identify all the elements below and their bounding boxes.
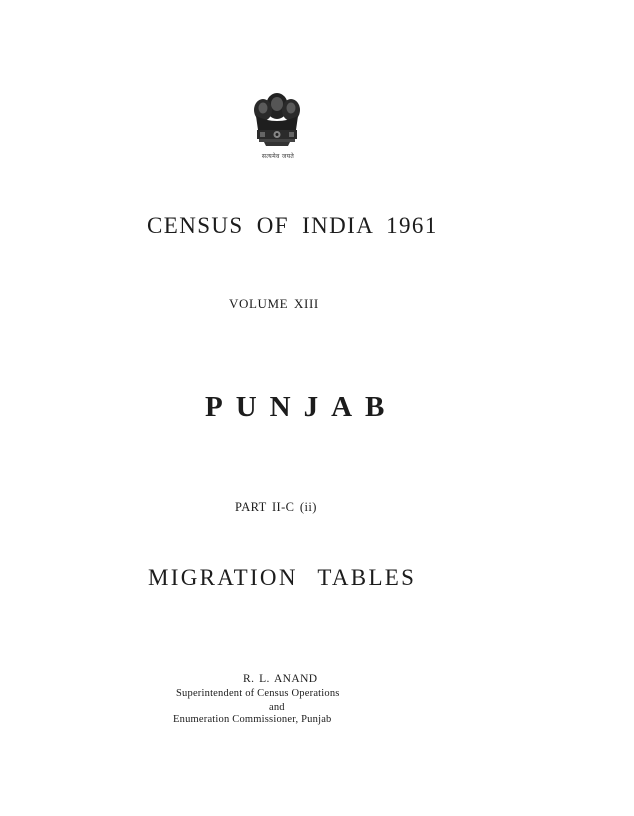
emblem-motto: सत्यमेव जयते [261, 153, 295, 160]
author-designation-line3: Enumeration Commissioner, Punjab [173, 714, 332, 725]
state-title: PUNJAB [205, 391, 398, 423]
volume-label: VOLUME XIII [229, 296, 319, 311]
author-designation-line2: and [269, 702, 285, 713]
author-designation-line1: Superintendent of Census Operations [176, 688, 340, 699]
census-title: CENSUS OF INDIA 1961 [147, 213, 438, 238]
subject-title: MIGRATION TABLES [148, 565, 417, 590]
author-name: R. L. ANAND [243, 673, 318, 685]
part-label: PART II-C (ii) [235, 500, 317, 514]
